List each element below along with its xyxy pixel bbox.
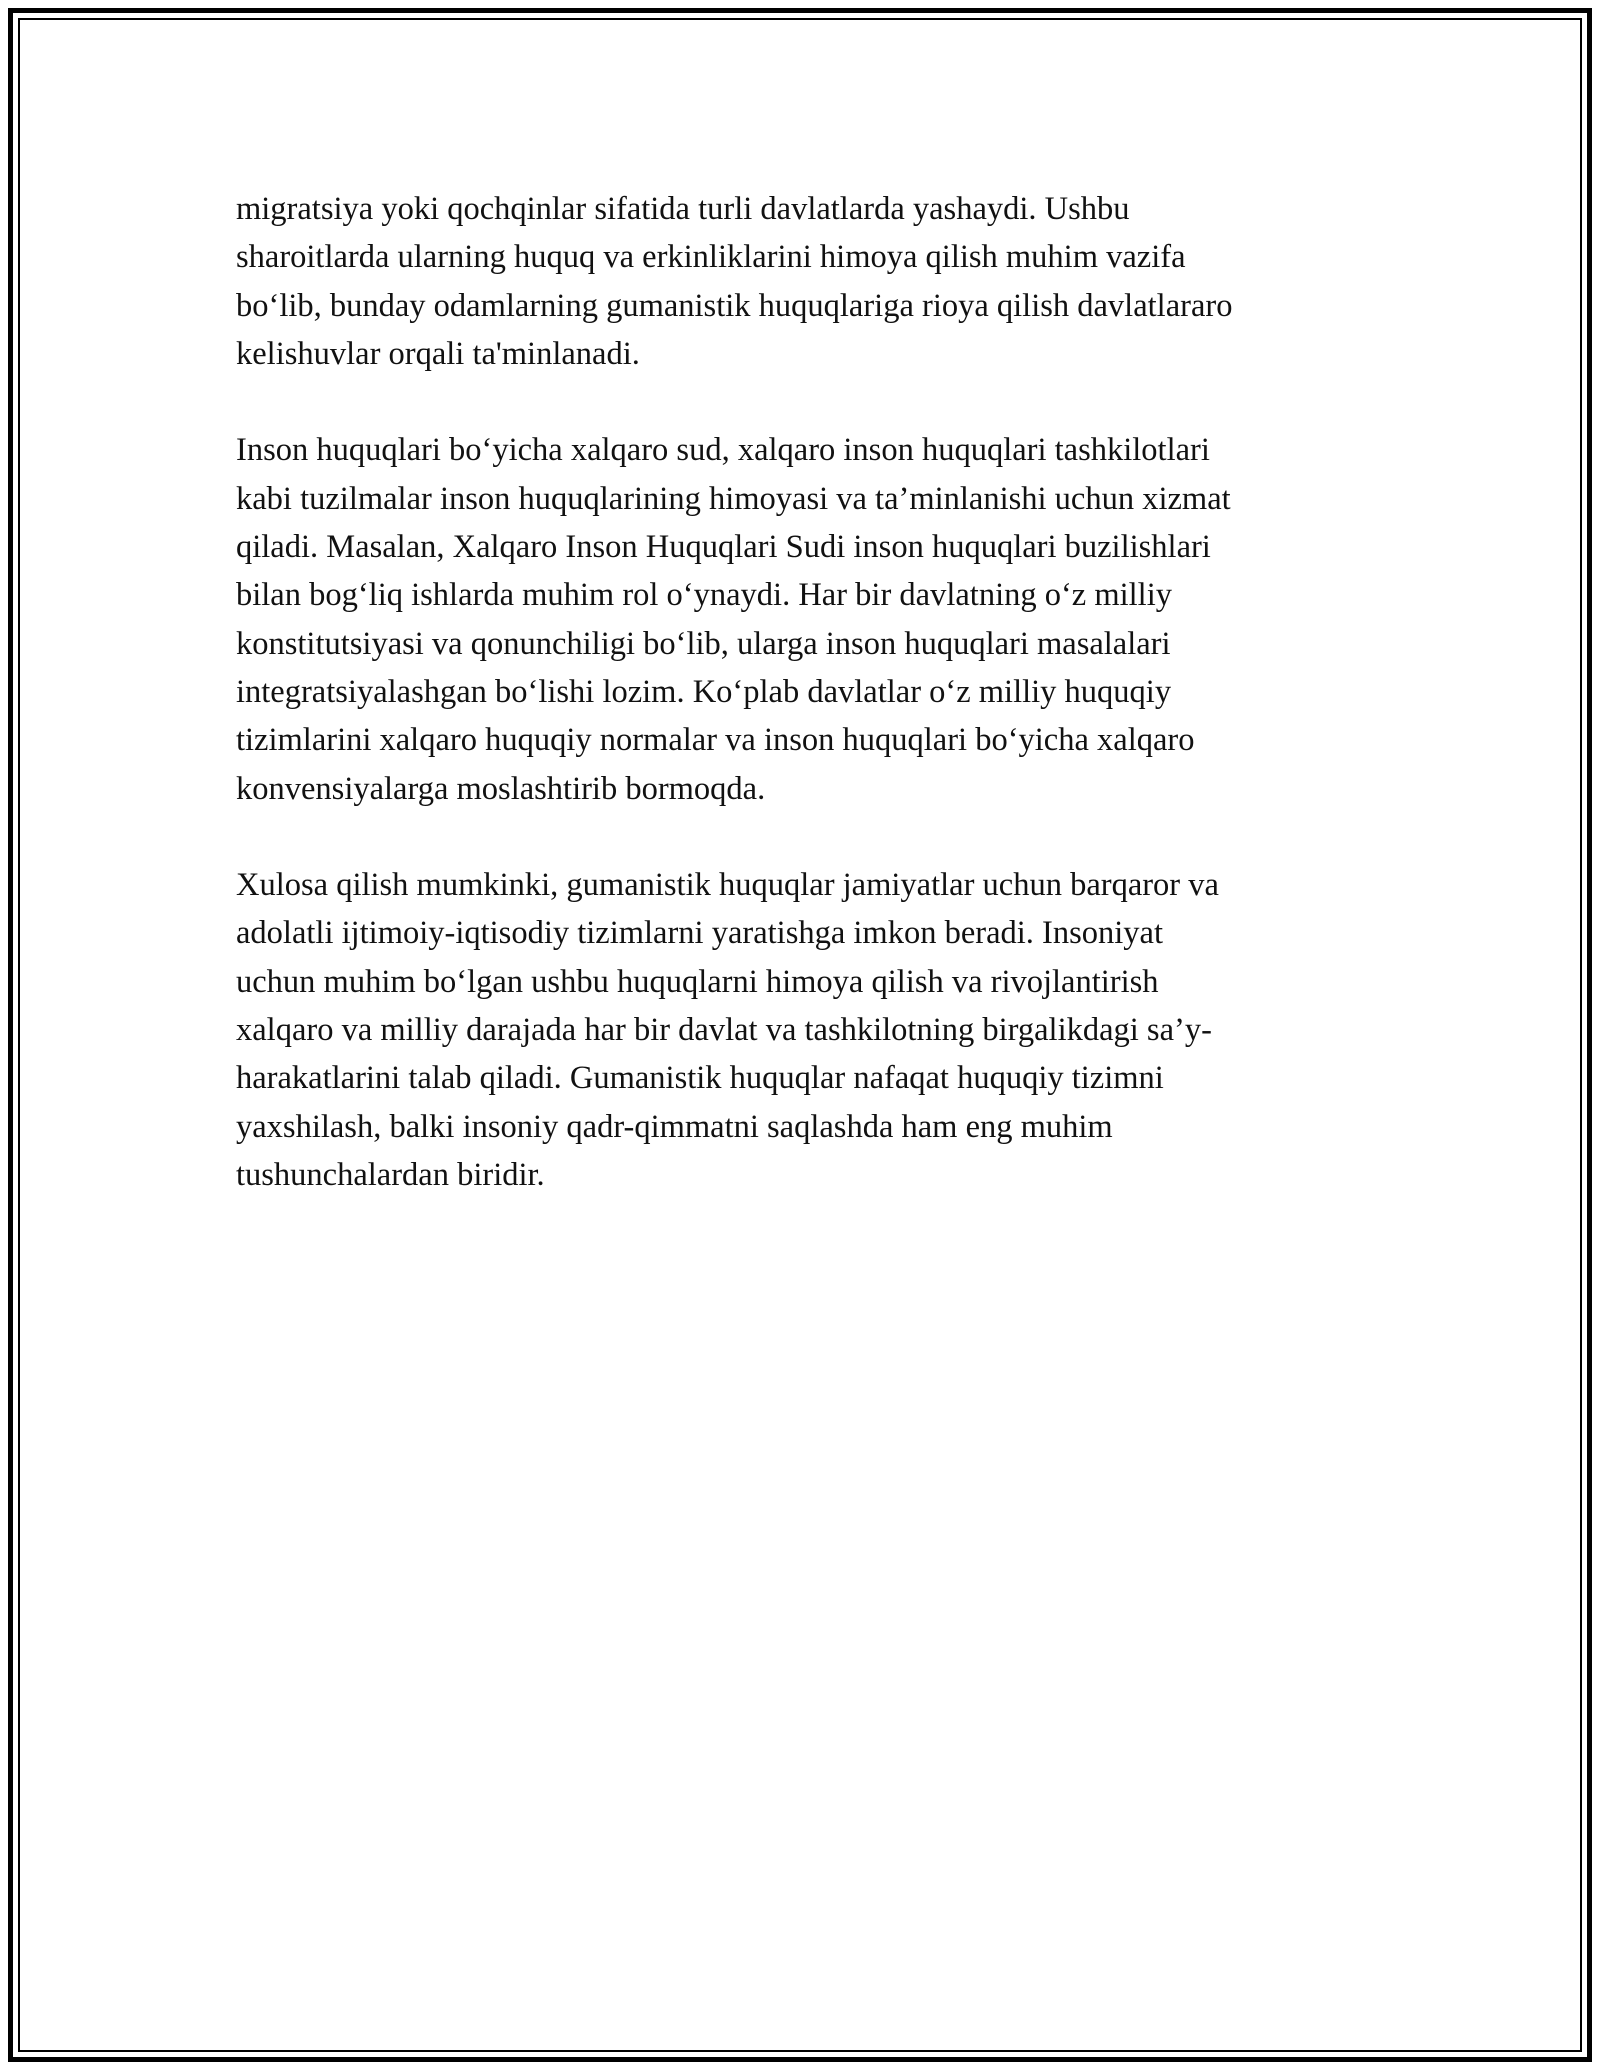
paragraph-1: migratsiya yoki qochqinlar sifatida turli davlatlarda yashaydi. Ushbu sharoitlarda ularning huquq va erkinliklarini himoya qilish muhim vazifa bo‘lib, bunday odamlarning gumanistik huquqlariga rioya qilish davlatlararo kelishuvlar orqali ta'minlanadi. bbox=[236, 191, 1233, 372]
document-body bbox=[236, 185, 1376, 1248]
paragraph-3: Xulosa qilish mumkinki, gumanistik huquqlar jamiyatlar uchun barqaror va adolatli ijtimoiy-iqtisodiy tizimlarni yaratishga imkon beradi. Insoniyat uchun muhim bo‘lgan ushbu huquqlarni himoya qilish va rivojlantirish xalqaro va milliy darajada har bir davlat va tashkilotning birgalikdagi sa’y- harakatlarini talab qiladi. Gumanistik huquqlar nafaqat huquqiy tizimni yaxshilash, balki insoniy qadr-qimmatni saqlashda ham eng muhim tushunchalardan biridir. bbox=[236, 867, 1219, 1193]
paragraph-2: Inson huquqlari bo‘yicha xalqaro sud, xalqaro inson huquqlari tashkilotlari kabi tuzilmalar inson huquqlarining himoyasi va ta’minlanishi uchun xizmat qiladi. Masalan, Xalqaro Inson Huquqlari Sudi inson huquqlari buzilishlari bilan bog‘liq ishlarda muhim rol o‘ynaydi. Har bir davlatning o‘z milliy konstitutsiyasi va qonunchiligi bo‘lib, ularga inson huquqlari masalalari integratsiyalashgan bo‘lishi lozim. Ko‘plab davlatlar o‘z milliy huquqiy tizimlarini xalqaro huquqiy normalar va inson huquqlari bo‘yicha xalqaro konvensiyalarga moslashtirib bormoqda. bbox=[236, 432, 1231, 807]
